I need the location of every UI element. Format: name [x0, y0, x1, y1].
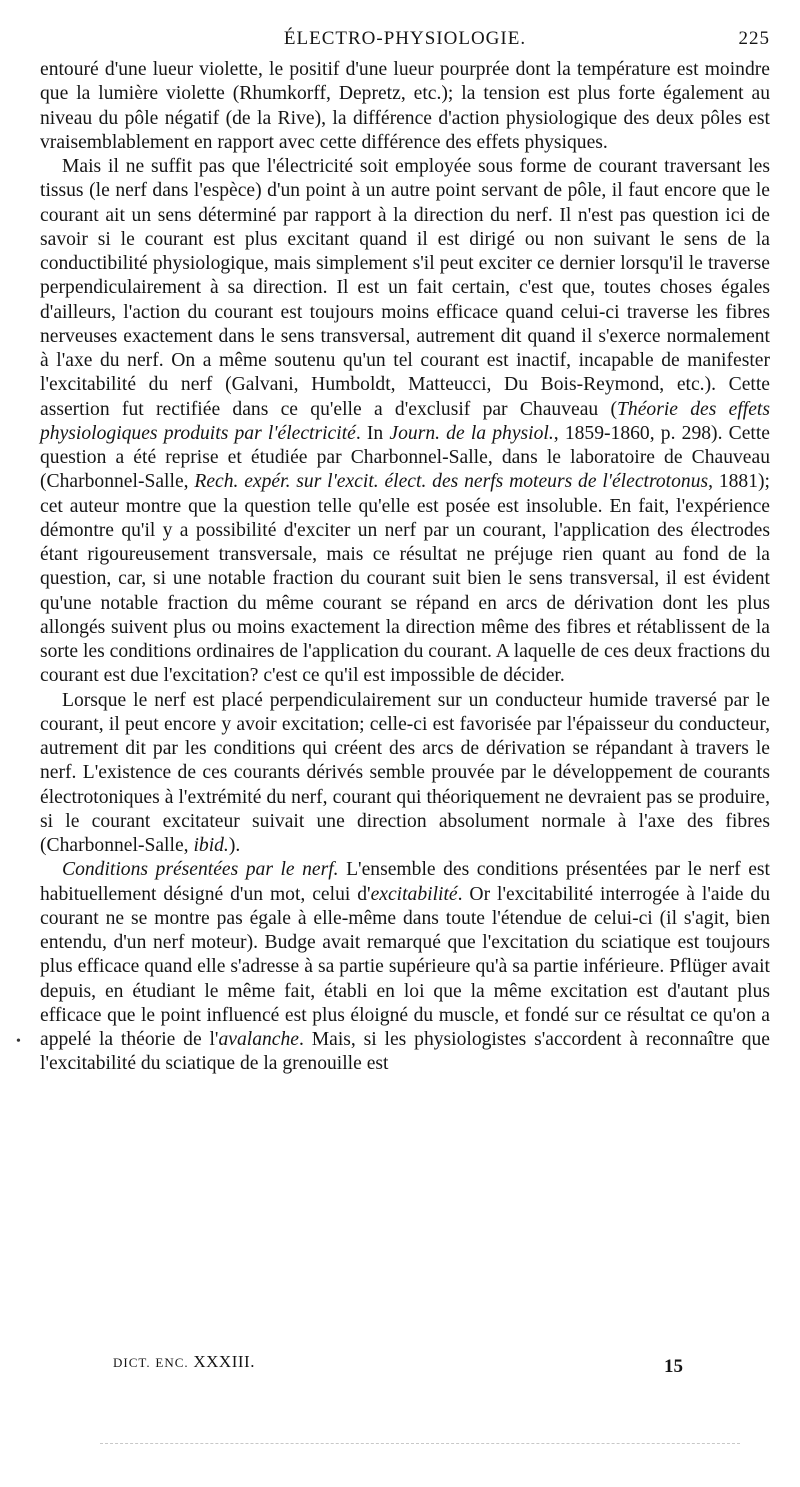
running-title: ÉLECTRO-PHYSIOLOGIE. [283, 28, 527, 49]
signature-enc: ENC. [155, 1355, 189, 1370]
signature-dict: DICT. [113, 1355, 151, 1370]
text-run: . In [355, 422, 390, 444]
running-header [40, 28, 770, 60]
text-run: ). [228, 835, 241, 856]
italic-run: ibid. [193, 835, 229, 856]
italic-run: avalanche [218, 1029, 299, 1050]
text-run: Mais il ne suffit pas que l'électricité soit employée sous forme de courant traversant les tissus (le nerf dans l'espèce) d'un point à un autre point servant de pôle, il faut encore que le courant ait un sens déterminé par rapport à la direction du nerf. Il n'est pas question ici de savoir si le courant est plus excitant quand il est dirigé ou non suivant le sens de la conductibilité physiologique, mais simplement s'il peut exciter ce dernier lorsqu'il le traverse perpendiculairement à sa direction. Il est un fait certain, c'est que, toutes choses égales d'ailleurs, l'action du courant est toujours moins efficace quand celui-ci traverse les fibres nerveuses exactement dans le sens transversal, autrement dit quand il s'exerce normalement à l'axe du nerf. On a même soutenu qu'un tel courant est inactif, incapable de manifester l'excitabilité du nerf (Galvani, Humboldt, Matteucci, Du Bois-Reymond, etc.). Cette assertion fut rectifiée dans ce qu'elle a d'exclusif par Chauveau ( [40, 156, 770, 420]
paragraph-1 [40, 58, 770, 155]
italic-run: Rech. expér. sur l'excit. élect. des nerfs moteurs de l'électrotonus [194, 471, 709, 493]
italic-run: Journ. de la physiol. [389, 422, 554, 444]
italic-run: Conditions présentées par le nerf. [62, 859, 339, 881]
signature-volume: XXXIII. [193, 1352, 255, 1371]
page-footer [113, 1352, 683, 1377]
paragraph-4 [40, 858, 770, 1076]
text-run: entouré d'une lueur violette, le positif d'une lueur pourprée dont la température est moindre que la lumière violette (Rhumkorff, Depretz, etc.); la tension est plus forte également au niveau du pôle négatif (de la Rive), la différence d'action physiologique des deux pôles est vraisemblablement en rapport avec cette différence des effets physiques. [40, 59, 770, 153]
paragraph-3 [40, 689, 770, 859]
bleed-through-line [100, 1443, 740, 1446]
italic-run: excitabilité [370, 883, 458, 905]
paragraph-2 [40, 155, 770, 689]
sheet-number: 15 [664, 1356, 683, 1377]
text-run: Lorsque le nerf est placé perpendiculairement sur un conducteur humide traversé par le courant, il peut encore y avoir excitation; celle-ci est favorisée par l'épaisseur du conducteur, autrement dit par les conditions qui créent des arcs de dérivation se répandant à travers le nerf. L'existence de ces courants dérivés semble prouvée par le développement de courants électrotoniques à l'extrémité du nerf, courant qui théoriquement ne devraient pas se produire, si le courant excitateur suivait une direction absolument normale à l'axe des fibres (Charbonnel-Salle, [40, 689, 770, 856]
text-run: L'ensemble des conditions présentées par le nerf est habituellement désigné d'un mot, celui d' [40, 859, 770, 905]
text-run: . Or l'excitabilité interrogée à l'aide du courant ne se montre pas égale à elle-même dans toute l'étendue de celui-ci (il s'agit, bien entendu, d'un nerf moteur). Budge avait remarqué que l'excitation du sciatique est toujours plus efficace quand elle s'adresse à sa partie supérieure qu'à sa partie inférieure. Pflüger avait depuis, en étudiant le même fait, établi en loi que la même excitation est d'autant plus efficace que le point influencé est plus éloigné du muscle, et fondé sur ce résultat ce qu'on a appelé la théorie de l' [40, 883, 770, 1050]
signature-mark [113, 1352, 255, 1371]
text-run: , 1881); cet auteur montre que la question telle qu'elle est posée est insoluble. En fait, l'expérience démontre qu'il y a possibilité d'exciter un nerf par un courant, l'application des électrodes étant rigoureusement transversale, mais ce résultat ne préjuge rien quant au fond de la question, car, si une notable fraction du courant suit bien le sens transversal, il est évident qu'une notable fraction du même courant se répand en arcs de dérivation dont les plus allongés suivent plus ou moins exactement la direction même des fibres et rétablissent de la sorte les conditions ordinaires de l'application du courant. A laquelle de ces deux fractions du courant est due l'excitation? c'est ce qu'il est impossible de décider. [40, 471, 770, 687]
margin-mark: • [16, 1034, 21, 1049]
page-number: 225 [738, 28, 770, 49]
italic-run: Théorie des effets physiologiques produits par l'électricité [40, 398, 770, 444]
text-run: . Mais, si les physiologistes s'accordent à reconnaître que l'excitabilité du sciatique de la grenouille est [40, 1029, 770, 1075]
text-run: , 1859-1860, p. 298). Cette question a été reprise et étudiée par Charbonnel-Salle, dans le laboratoire de Chauveau (Charbonnel-Salle, [40, 422, 770, 493]
body-text [40, 58, 770, 1077]
